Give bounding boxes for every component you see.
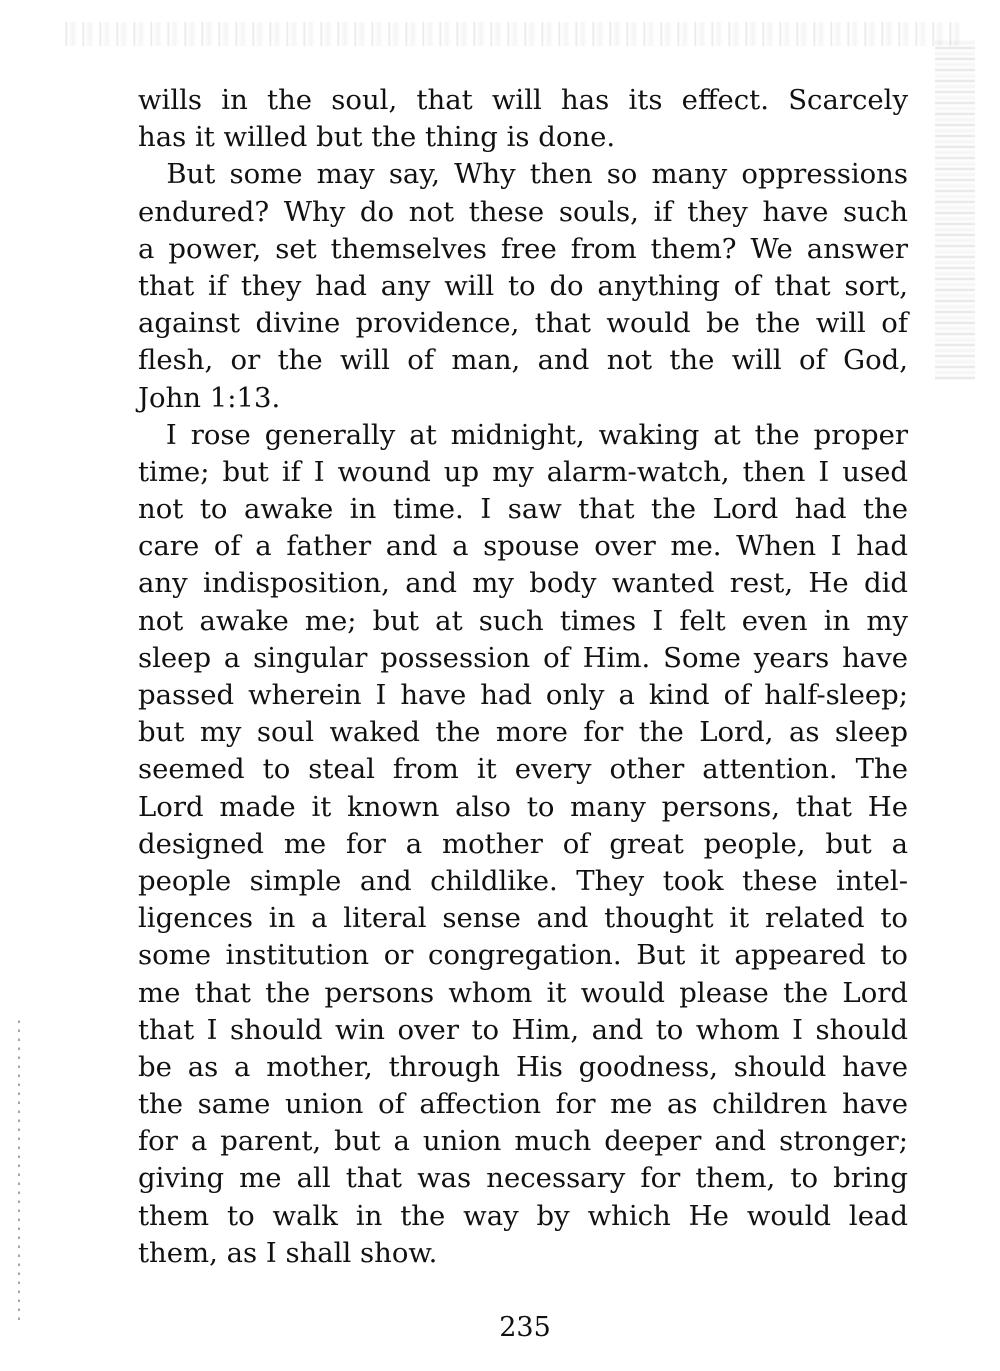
text-line: care of a father and a spouse over me. When I had: [138, 530, 908, 563]
text-line: Lord made it known also to many persons, that He: [138, 790, 908, 823]
text-line: not awake me; but at such times I felt even in my: [138, 604, 908, 637]
text-line: them, as I shall show.: [138, 1236, 438, 1269]
text-line: but my soul waked the more for the Lord, as sleep: [138, 716, 908, 749]
text-line: John 1:13.: [138, 381, 281, 414]
text-line: sleep a singular possession of Him. Some years have: [138, 641, 908, 674]
scan-noise-top: [60, 22, 960, 46]
body-text: [138, 82, 908, 1272]
text-line: for a parent, but a union much deeper and stronger;: [138, 1125, 908, 1158]
text-line: that I should win over to Him, and to whom I should: [138, 1013, 908, 1046]
text-line: a power, set themselves free from them? We answer: [138, 232, 908, 265]
text-line: I rose generally at midnight, waking at the proper: [138, 418, 908, 451]
text-line: people simple and childlike. They took these intel-: [138, 864, 908, 897]
text-line: ligences in a literal sense and thought it related to: [138, 902, 908, 935]
text-line: wills in the soul, that will has its effect. Scarcely: [138, 84, 908, 116]
text-line: designed me for a mother of great people, but a: [138, 827, 908, 860]
text-line: me that the persons whom it would please the Lord: [138, 976, 908, 1009]
text-line: But some may say, Why then so many oppressions: [138, 158, 908, 191]
text-line: seemed to steal from it every other attention. The: [138, 753, 908, 786]
text-line: be as a mother, through His goodness, should have: [138, 1050, 908, 1083]
scan-noise-left: [18, 1020, 20, 1320]
text-line: against divine providence, that would be the will of: [138, 307, 908, 340]
text-line: the same union of affection for me as children have: [138, 1088, 908, 1121]
text-line: passed wherein I have had only a kind of half-sleep;: [138, 679, 908, 711]
text-line: has it willed but the thing is done.: [138, 121, 616, 154]
text-line: not to awake in time. I saw that the Lord had the: [138, 493, 908, 526]
text-line: them to walk in the way by which He would lead: [138, 1199, 908, 1232]
text-line: time; but if I wound up my alarm-watch, then I used: [138, 455, 908, 488]
text-line: some institution or congregation. But it appeared to: [138, 939, 908, 972]
page-number: 235: [499, 1312, 551, 1343]
text-line: flesh, or the will of man, and not the will of God,: [138, 344, 908, 377]
text-line: that if they had any will to do anything of that sort,: [138, 269, 908, 302]
text-line: any indisposition, and my body wanted rest, He did: [138, 567, 908, 600]
text-line: giving me all that was necessary for them, to bring: [138, 1162, 908, 1195]
text-line: endured? Why do not these souls, if they have such: [138, 195, 908, 228]
scan-noise-right: [935, 40, 975, 380]
